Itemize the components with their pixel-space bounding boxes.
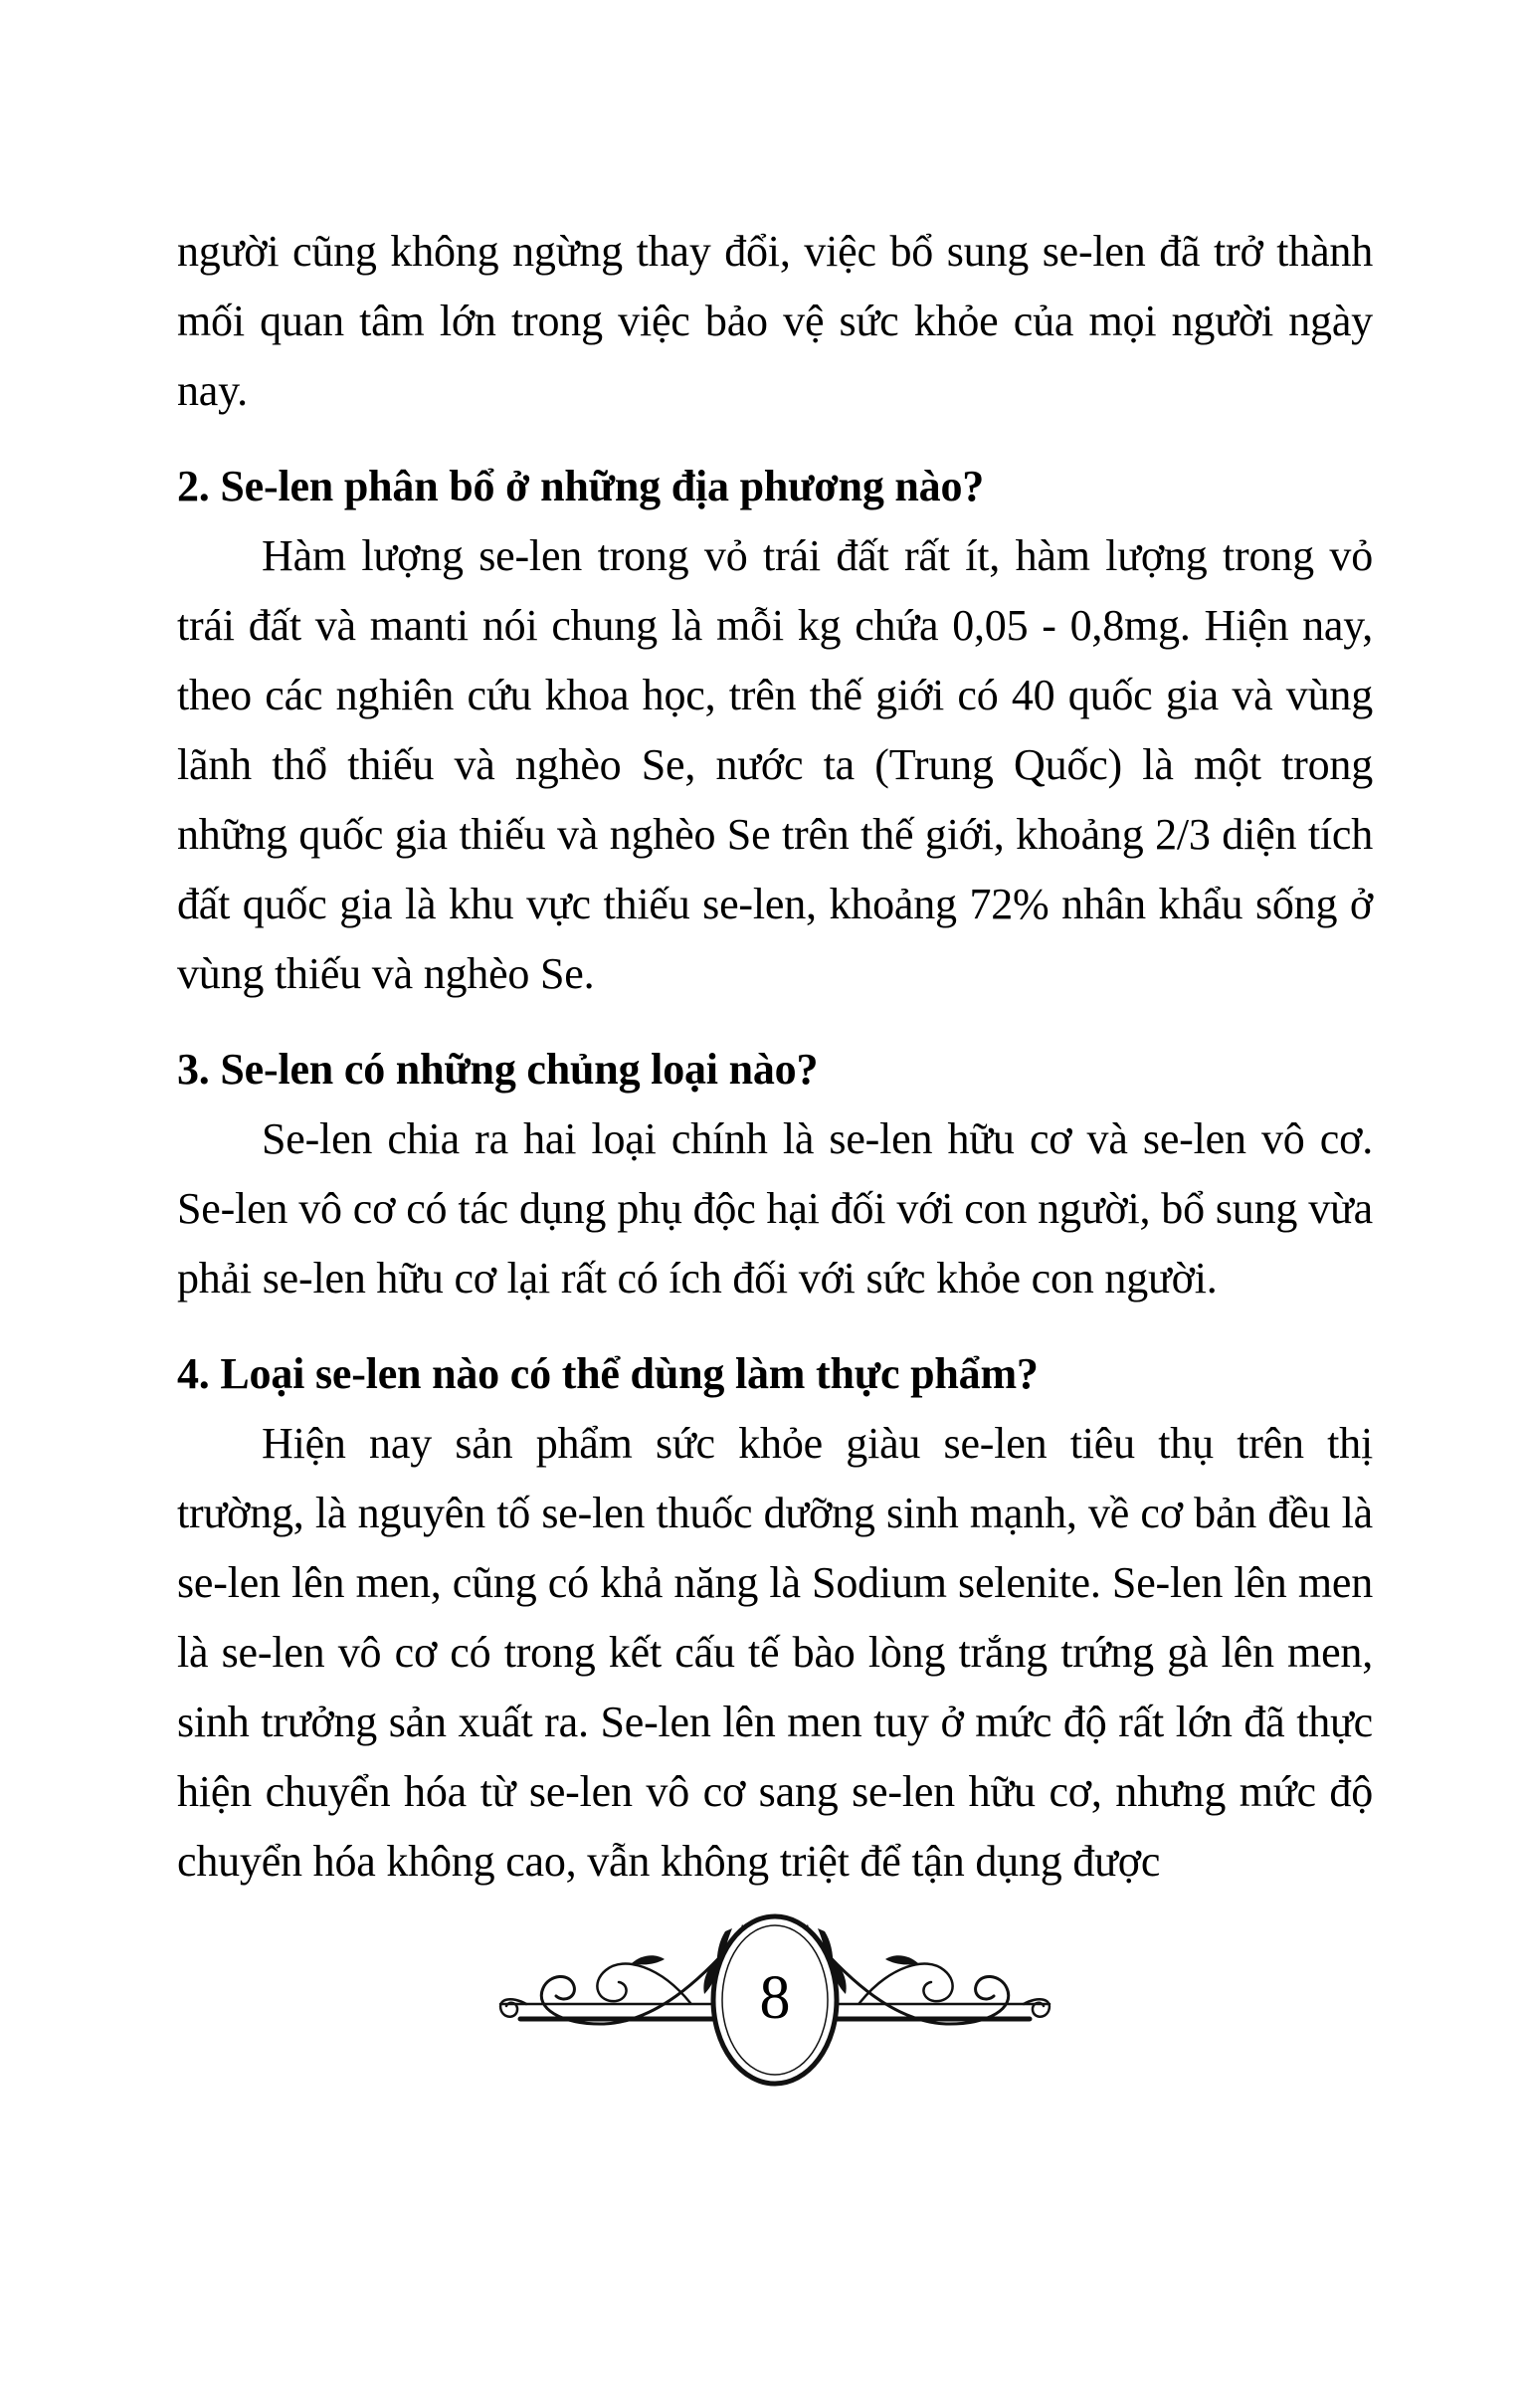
section-paragraph-3: Se-len chia ra hai loại chính là se-len hữu cơ và se-len vô cơ. Se-len vô cơ có tác dụng phụ độc hại đối với con người, bổ sung vừa phải se-len hữu cơ lại rất có ích đối với sức khỏe con người. bbox=[177, 1114, 1373, 1303]
section-heading-3: 3. Se-len có những chủng loại nào? bbox=[177, 1045, 819, 1094]
section-paragraph-4: Hiện nay sản phẩm sức khỏe giàu se-len tiêu thụ trên thị trường, là nguyên tố se-len thuốc dưỡng sinh mạnh, về cơ bản đều là se-len lên men, cũng có khả năng là Sodium selenite. Se-len lên men là se-len vô cơ có trong kết cấu tế bào lòng trắng trứng gà lên men, sinh trưởng sản xuất ra. Se-len lên men tuy ở mức độ rất lớn đã thực hiện chuyển hóa từ se-len vô cơ sang se-len hữu cơ, nhưng mức độ chuyển hóa không cao, vẫn không triệt để tận dụng được bbox=[177, 1419, 1373, 1886]
section-heading-2: 2. Se-len phân bổ ở những địa phương nào? bbox=[177, 462, 985, 510]
section-paragraph-2: Hàm lượng se-len trong vỏ trái đất rất ít, hàm lượng trong vỏ trái đất và manti nói chung là mỗi kg chứa 0,05 - 0,8mg. Hiện nay, theo các nghiên cứu khoa học, trên thế giới có 40 quốc gia và vùng lãnh thổ thiếu và nghèo Se, nước ta (Trung Quốc) là một trong những quốc gia thiếu và nghèo Se trên thế giới, khoảng 2/3 diện tích đất quốc gia là khu vực thiếu se-len, khoảng 72% nhân khẩu sống ở vùng thiếu và nghèo Se. bbox=[177, 531, 1373, 998]
page-body-text bbox=[177, 217, 1373, 1897]
section-heading-4: 4. Loại se-len nào có thể dùng làm thực phẩm? bbox=[177, 1349, 1039, 1398]
footer-ornament bbox=[486, 1901, 1063, 2100]
continued-paragraph: người cũng không ngừng thay đổi, việc bổ sung se-len đã trở thành mối quan tâm lớn trong việc bảo vệ sức khỏe của mọi người ngày nay. bbox=[177, 227, 1373, 415]
page-number: 8 bbox=[759, 1964, 791, 2033]
